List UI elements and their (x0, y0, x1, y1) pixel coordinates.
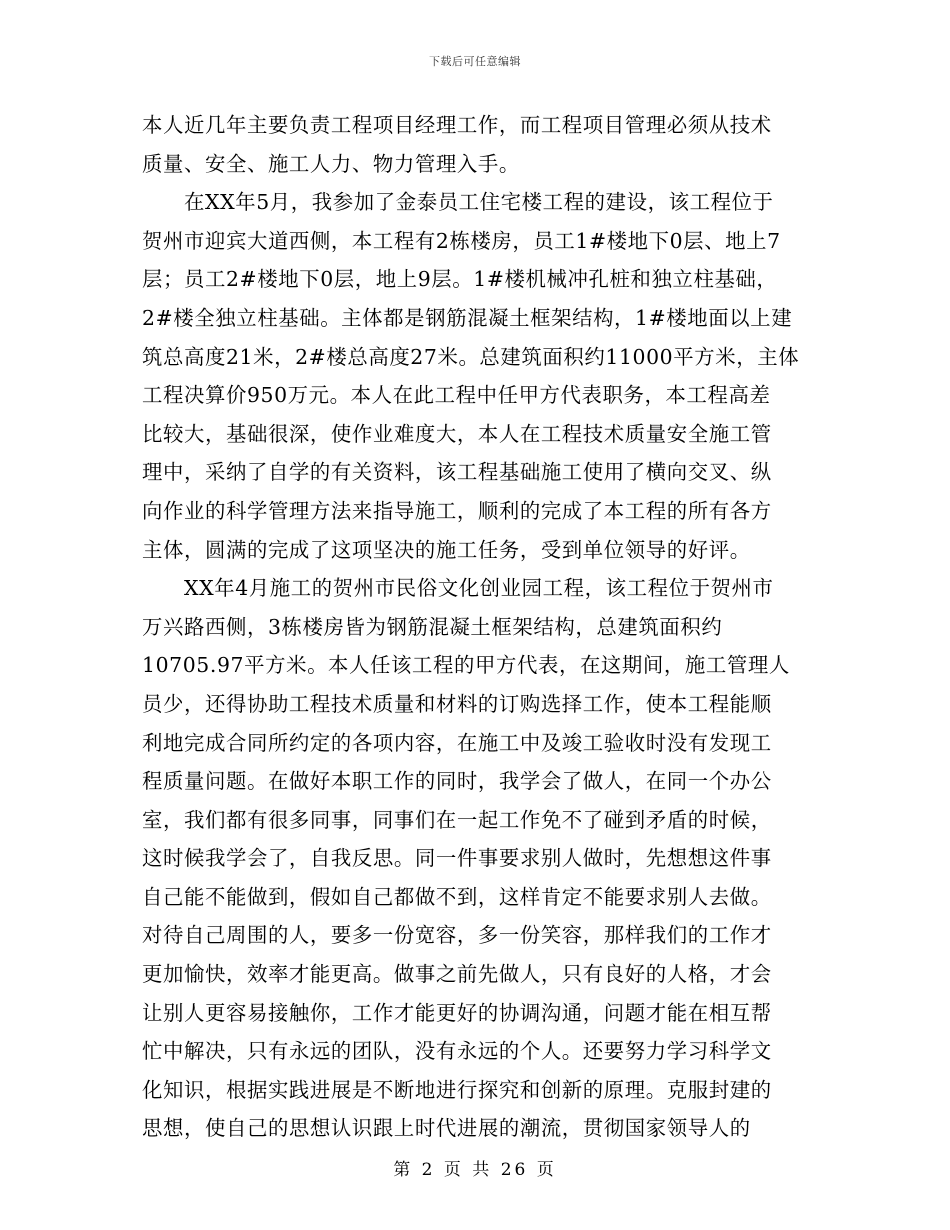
text-line: XX年4月施工的贺州市民俗文化创业园工程，该工程位于贺州市 (142, 576, 774, 601)
page-header-note: 下载后可任意编辑 (429, 55, 521, 68)
text-line: 更加愉快，效率才能更高。做事之前先做人，只有良好的人格，才会 (142, 962, 772, 987)
text-line: 主体，圆满的完成了这项坚决的施工任务，受到单位领导的好评。 (142, 537, 751, 562)
text-line: 自己能不能做到，假如自己都做不到，这样肯定不能要求别人去做。 (142, 884, 772, 909)
text-line: 比较大，基础很深，使作业难度大，本人在工程技术质量安全施工管 (142, 421, 772, 446)
text-line: 思想，使自己的思想认识跟上时代进展的潮流，贯彻国家领导人的 (142, 1116, 751, 1141)
text-line: 忙中解决，只有永远的团队，没有永远的个人。还要努力学习科学文 (142, 1039, 772, 1064)
text-line: 向作业的科学管理方法来指导施工，顺利的完成了本工程的所有各方 (142, 498, 772, 523)
text-line: 筑总高度21米，2#楼总高度27米。总建筑面积约11000平方米，主体 (142, 344, 800, 369)
text-line: 2#楼全独立柱基础。主体都是钢筋混凝土框架结构，1#楼地面以上建 (142, 305, 793, 330)
text-line: 这时候我学会了，自我反思。同一件事要求别人做时，先想想这件事 (142, 846, 772, 871)
text-line: 本人近几年主要负责工程项目经理工作，而工程项目管理必须从技术 (142, 113, 772, 137)
text-line: 室，我们都有很多同事，同事们在一起工作免不了碰到矛盾的时候， (142, 807, 772, 832)
text-line: 程质量问题。在做好本职工作的同时，我学会了做人，在同一个办公 (142, 769, 772, 794)
text-line: 利地完成合同所约定的各项内容，在施工中及竣工验收时没有发现工 (142, 730, 772, 755)
text-line: 贺州市迎宾大道西侧，本工程有2栋楼房，员工1#楼地下0层、地上7 (142, 228, 781, 253)
text-line: 理中，采纳了自学的有关资料，该工程基础施工使用了横向交叉、纵 (142, 460, 772, 485)
text-line: 层；员工2#楼地下0层，地上9层。1#楼机械冲孔桩和独立柱基础， (142, 267, 778, 292)
text-line: 对待自己周围的人，要多一份宽容，多一份笑容，那样我们的工作才 (142, 923, 772, 948)
text-line: 化知识，根据实践进展是不断地进行探究和创新的原理。克服封建的 (142, 1077, 772, 1102)
text-line: 在XX年5月，我参加了金泰员工住宅楼工程的建设，该工程位于 (142, 190, 774, 215)
text-line: 质量、安全、施工人力、物力管理入手。 (142, 151, 520, 176)
text-line: 工程决算价950万元。本人在此工程中任甲方代表职务，本工程高差 (142, 383, 771, 408)
text-line: 员少，还得协助工程技术质量和材料的订购选择工作，使本工程能顺 (142, 691, 772, 716)
page-number-footer: 第 2 页 共 26 页 (393, 1160, 557, 1180)
document-body (142, 106, 822, 1148)
text-line: 万兴路西侧，3栋楼房皆为钢筋混凝土框架结构，总建筑面积约 (142, 614, 723, 639)
text-line: 10705.97平方米。本人任该工程的甲方代表，在这期间，施工管理人 (142, 653, 790, 678)
text-line: 让别人更容易接触你，工作才能更好的协调沟通，问题才能在相互帮 (142, 1000, 772, 1025)
